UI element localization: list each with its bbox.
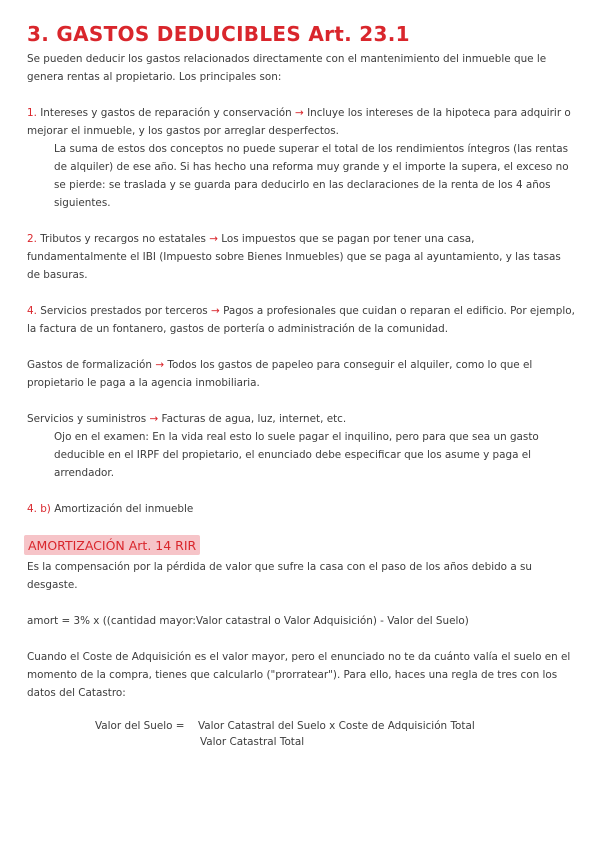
item-4-number: 4. bbox=[27, 305, 37, 317]
equation-denominator: Valor Catastral Total bbox=[200, 736, 305, 748]
section-title: 3. GASTOS DEDUCIBLES Art. 23.1 bbox=[27, 22, 410, 46]
intro-paragraph: Se pueden deducir los gastos relacionados directamente con el mantenimiento del inmueble que le genera rentas al propietario. Los principales son: bbox=[27, 53, 547, 83]
item-1 bbox=[27, 104, 575, 140]
item-1-note: La suma de estos dos conceptos no puede superar el total de los rendimientos íntegros (las rentas de alquiler) de ese año. Si has hecho una reforma muy grande y el importe la supera, el exceso no se pierde: se traslada y se guarda para deducirlo en las declaraciones de la renta de los 4 años siguientes. bbox=[54, 143, 569, 209]
amortizacion-formula: amort = 3% x ((cantidad mayor:Valor catastral o Valor Adquisición) - Valor del Suelo) bbox=[27, 615, 469, 627]
arrow-icon: → bbox=[209, 233, 218, 245]
arrow-icon: → bbox=[149, 413, 159, 425]
prorrateo-paragraph: Cuando el Coste de Adquisición es el valor mayor, pero el enunciado no te da cuánto valía el suelo en el momento de la compra, tienes que calcularlo ("prorratear"). Para ello, haces una regla de tres con los datos del Catastro: bbox=[27, 651, 571, 699]
equation-left: Valor del Suelo = bbox=[95, 720, 185, 732]
equation-numerator: Valor Catastral del Suelo x Coste de Adquisición Total bbox=[198, 720, 475, 732]
formalizacion-text: Todos los gastos de papeleo para conseguir el alquiler, como lo que el propietario le paga a la agencia inmobiliaria. bbox=[27, 359, 533, 389]
item-2-lead: Tributos y recargos no estatales bbox=[40, 233, 206, 245]
item-1-lead: Intereses y gastos de reparación y conservación bbox=[40, 107, 292, 119]
item-1-text: Incluye los intereses de la hipoteca para adquirir o mejorar el inmueble, y los gastos por arreglar desperfectos. bbox=[27, 107, 571, 137]
item-4b bbox=[27, 500, 575, 518]
formalizacion-lead: Gastos de formalización bbox=[27, 359, 153, 371]
servicios-note: Ojo en el examen: En la vida real esto lo suele pagar el inquilino, pero para que sea un gasto deducible en el IRPF del propietario, el enunciado debe especificar que los asume y paga el arrendador. bbox=[54, 431, 539, 479]
servicios-paragraph bbox=[27, 410, 575, 428]
item-4b-number: 4. b) bbox=[27, 503, 51, 515]
arrow-icon: → bbox=[155, 359, 165, 371]
item-4-lead: Servicios prestados por terceros bbox=[40, 305, 208, 317]
item-2 bbox=[27, 230, 575, 284]
formalizacion-paragraph bbox=[27, 356, 575, 392]
amortizacion-description: Es la compensación por la pérdida de valor que sufre la casa con el paso de los años debido a su desgaste. bbox=[27, 561, 533, 591]
servicios-text: Facturas de agua, luz, internet, etc. bbox=[161, 413, 347, 425]
item-4-text: Pagos a profesionales que cuidan o reparan el edificio. Por ejemplo, la factura de un fontanero, gastos de portería o administración de la comunidad. bbox=[27, 305, 575, 335]
item-1-number: 1. bbox=[27, 107, 37, 119]
item-4b-text: Amortización del inmueble bbox=[54, 503, 194, 515]
item-4 bbox=[27, 302, 575, 338]
amortizacion-heading: AMORTIZACIÓN Art. 14 RIR bbox=[24, 535, 200, 555]
item-2-text: Los impuestos que se pagan por tener una casa, fundamentalmente el IBI (Impuesto sobre Bienes Inmuebles) que se paga al ayuntamiento, y las tasas de basuras. bbox=[27, 233, 561, 281]
item-2-number: 2. bbox=[27, 233, 37, 245]
arrow-icon: → bbox=[295, 107, 304, 119]
arrow-icon: → bbox=[211, 305, 220, 317]
servicios-lead: Servicios y suministros bbox=[27, 413, 147, 425]
